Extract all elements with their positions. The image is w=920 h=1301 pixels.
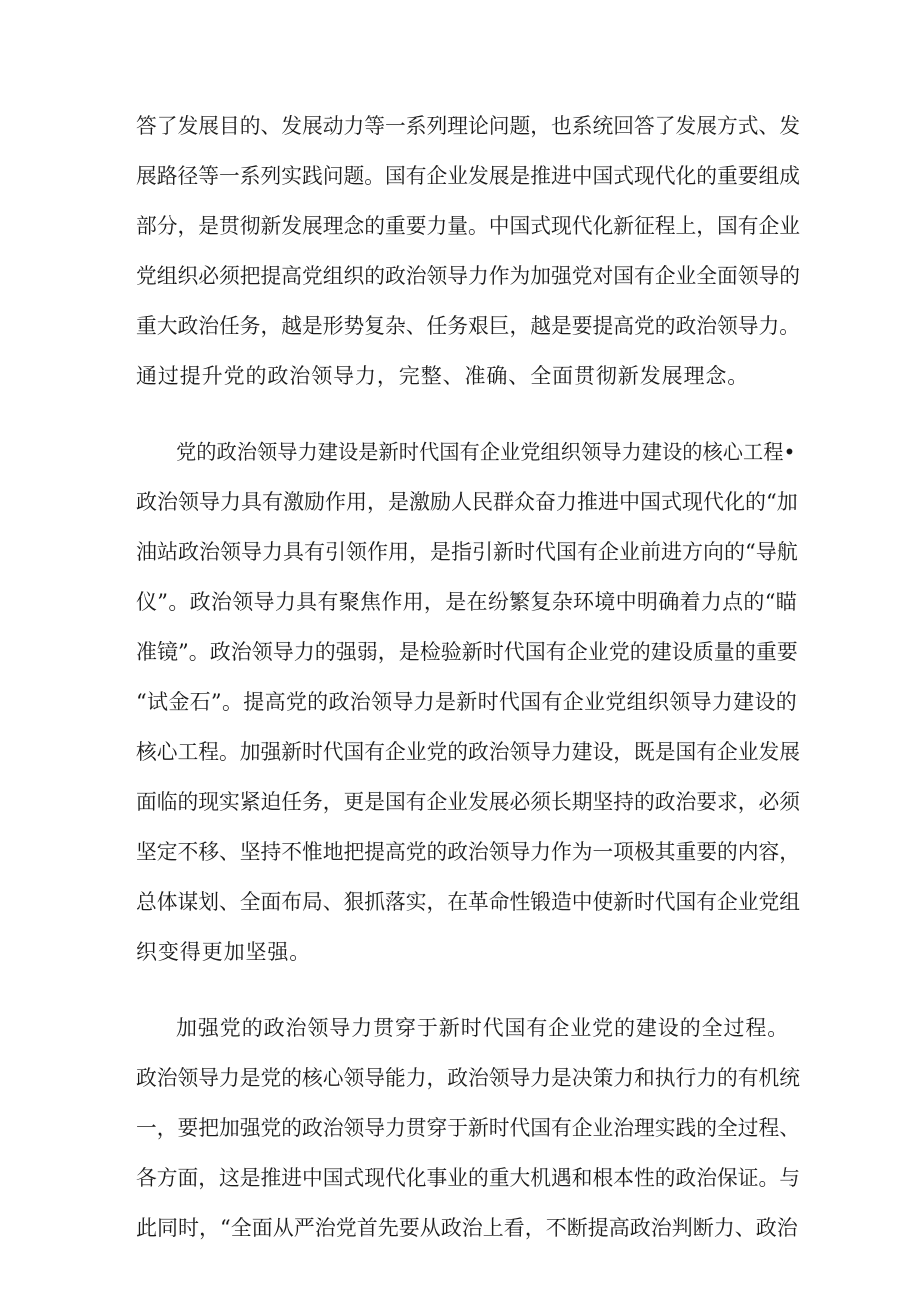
paragraph-1-line-3: 部分，是贯彻新发展理念的重要力量。中国式现代化新征程上，国有企业 <box>136 214 801 238</box>
paragraph-3-line-5: 此同时，“全面从严治党首先要从政治上看，不断提高政治判断力、政治 <box>136 1216 798 1240</box>
paragraph-2-line-7: 核心工程。加强新时代国有企业党的政治领导力建设，既是国有企业发展 <box>136 740 801 764</box>
paragraph-1-line-1: 答了发展目的、发展动力等一系列理论问题，也系统回答了发展方式、发 <box>136 114 801 138</box>
paragraph-2-line-4: 仪”。政治领导力具有聚焦作用，是在纷繁复杂环境中明确着力点的“瞄 <box>136 590 798 614</box>
paragraph-2-line-1: 党的政治领导力建设是新时代国有企业党组织领导力建设的核心工程• <box>176 440 796 464</box>
paragraph-2-line-3: 油站政治领导力具有引领作用，是指引新时代国有企业前进方向的“导航 <box>136 540 798 564</box>
paragraph-3-line-1: 加强党的政治领导力贯穿于新时代国有企业党的建设的全过程。 <box>176 1016 790 1040</box>
paragraph-3-line-4: 各方面，这是推进中国式现代化事业的重大机遇和根本性的政治保证。与 <box>136 1166 801 1190</box>
paragraph-1-line-2: 展路径等一系列实践问题。国有企业发展是推进中国式现代化的重要组成 <box>136 164 801 188</box>
paragraph-2-line-8: 面临的现实紧迫任务，更是国有企业发展必须长期坚持的政治要求，必须 <box>136 790 801 814</box>
paragraph-3-line-3: 一，要把加强党的政治领导力贯穿于新时代国有企业治理实践的全过程、 <box>136 1116 801 1140</box>
paragraph-2-line-2: 政治领导力具有激励作用，是激励人民群众奋力推进中国式现代化的“加 <box>136 490 798 514</box>
paragraph-1-line-4: 党组织必须把提高党组织的政治领导力作为加强党对国有企业全面领导的 <box>136 264 801 288</box>
paragraph-3-line-2: 政治领导力是党的核心领导能力，政治领导力是决策力和执行力的有机统 <box>136 1066 801 1090</box>
paragraph-2-line-6: “试金石”。提高党的政治领导力是新时代国有企业党组织领导力建设的 <box>136 690 798 714</box>
paragraph-2-line-9: 坚定不移、坚持不惟地把提高党的政治领导力作为一项极其重要的内容， <box>136 840 801 864</box>
paragraph-1-line-5: 重大政治任务，越是形势复杂、任务艰巨，越是要提高党的政治领导力。 <box>136 314 801 338</box>
paragraph-1-line-6: 通过提升党的政治领导力，完整、准确、全面贯彻新发展理念。 <box>136 364 750 388</box>
paragraph-2-line-11: 织变得更加坚强。 <box>136 940 312 964</box>
paragraph-2-line-10: 总体谋划、全面布局、狠抓落实，在革命性锻造中使新时代国有企业党组 <box>136 890 801 914</box>
paragraph-2-line-5: 准镜”。政治领导力的强弱，是检验新时代国有企业党的建设质量的重要 <box>136 640 798 664</box>
